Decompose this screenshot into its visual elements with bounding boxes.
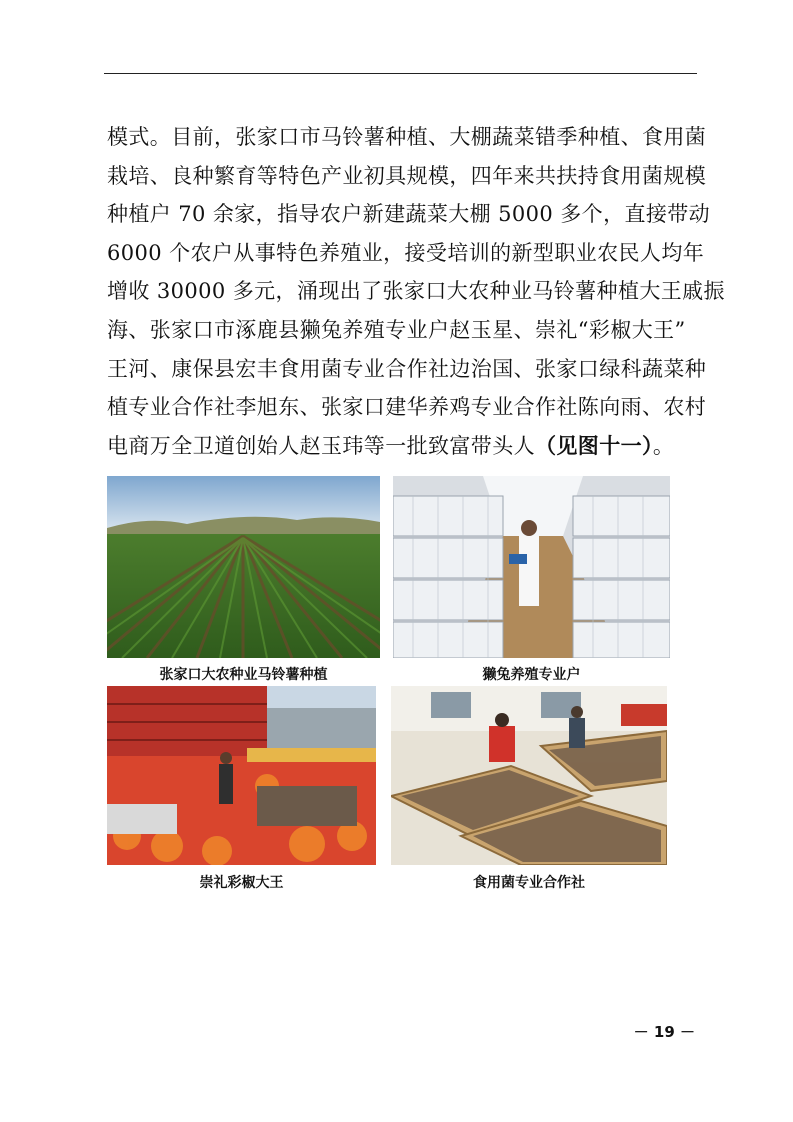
paragraph-line: 海、张家口市涿鹿县獭兔养殖专业户赵玉星、崇礼“彩椒大王” — [107, 317, 686, 342]
line-end-punctuation: 。 — [652, 433, 675, 458]
paragraph-line-last — [107, 427, 697, 466]
figure-caption: 食用菌专业合作社 — [473, 875, 585, 891]
mushroom-drying-photo — [391, 686, 667, 865]
pepper-market-photo — [107, 686, 376, 865]
header-rule — [104, 73, 697, 74]
figure-caption: 崇礼彩椒大王 — [199, 875, 284, 891]
figure-caption: 张家口大农种业马铃薯种植 — [159, 667, 328, 683]
figure-caption: 獭兔养殖专业户 — [482, 667, 581, 683]
paragraph-line: 6000 个农户从事特色养殖业，接受培训的新型职业农民人均年 — [107, 240, 705, 265]
figure-reference: （见图十一） — [535, 433, 653, 458]
paragraph-line: 栽培、良种繁育等特色产业初具规模，四年来共扶持食用菌规模 — [107, 163, 707, 188]
paragraph-line: 种植户 70 余家，指导农户新建蔬菜大棚 5000 多个，直接带动 — [107, 202, 711, 227]
paragraph-line: 模式。目前，张家口市马铃薯种植、大棚蔬菜错季种植、食用菌 — [107, 125, 707, 149]
page-number: － 19 － — [633, 1023, 695, 1041]
body-paragraph — [107, 118, 725, 465]
potato-field-photo — [107, 476, 380, 658]
line-text: 电商万全卫道创始人赵玉玮等一批致富带头人 — [107, 433, 535, 458]
paragraph-line: 王河、康保县宏丰食用菌专业合作社边治国、张家口绿科蔬菜种 — [107, 356, 707, 381]
paragraph-line: 植专业合作社李旭东、张家口建华养鸡专业合作社陈向雨、农村 — [107, 395, 707, 420]
paragraph-line: 增收 30000 多元，涌现出了张家口大农种业马铃薯种植大王戚振 — [107, 279, 725, 304]
rabbit-farm-photo — [393, 476, 670, 658]
